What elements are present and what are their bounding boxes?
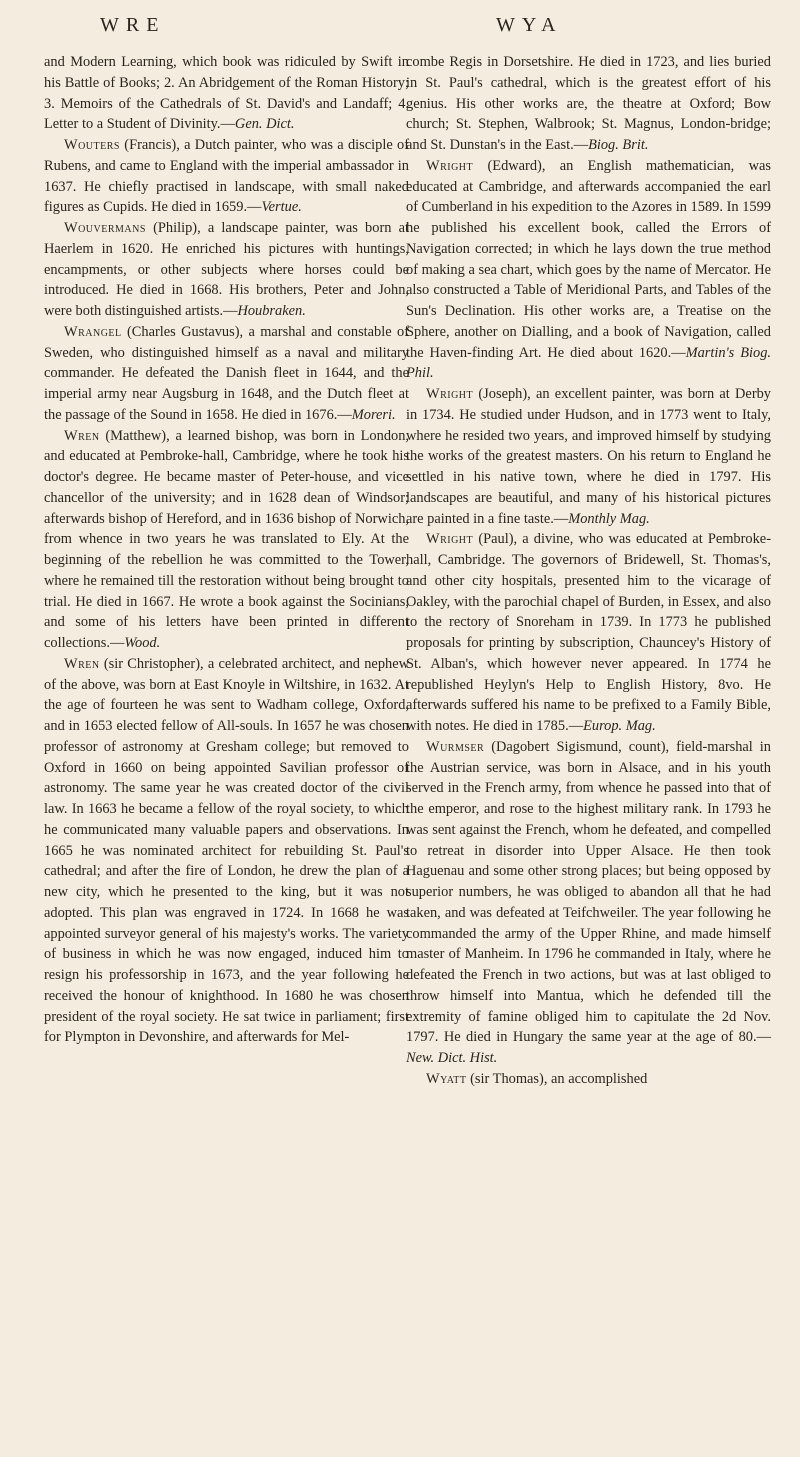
entry-source: Gen. Dict. <box>234 116 295 133</box>
entry-text: (sir Thomas), an accomplished <box>470 1070 648 1087</box>
entry-text: (Edward), an English mathematician, was educated at Cambridge, and afterwards accompanied the earl of Cumberland in his expedition to the Azores in 1589. In 1599 he published his excellent book, called the Errors of Navigation corrected; in which he lays down the true method of making a sea chart, which goes by the name of Mercator. He also constructed a Table of Meridional Parts, and Tables of the Sun's Declination. His other works are, a Treatise on the Sphere, another on Dialling, and a book of Navigation, called the Haven-finding Art. He died about 1620. <box>406 157 771 361</box>
entry-text: (Philip), a landscape painter, was born at Haerlem in 1620. He enriched his pictures with huntings, encampments, or other subjects where horses could be introduced. He died in 1668. His brothers, Peter and John, were both distinguished artists. <box>44 220 409 319</box>
entry-source: Martin's Biog. Phil. <box>406 344 771 382</box>
entry-source: Biog. Brit. <box>588 137 649 153</box>
right-column <box>406 52 771 1090</box>
dictionary-entry: Wright (Joseph), an excellent painter, was born at Derby in 1734. He studied under Hudson, and in 1773 went to Italy, where he resided two years, and improved himself by studying the works of the greatest masters. On his return to England he settled in his native town, where he died in 1797. His landscapes are beautiful, and many of his historical pictures are painted in a fine taste.—Monthly Mag. <box>406 386 771 527</box>
entry-name: Wrangel <box>64 323 122 340</box>
entry-name: Wren <box>64 655 100 672</box>
header-right: WYA <box>496 14 563 36</box>
dictionary-entry: Wurmser (Dagobert Sigismund, count), field-marshal in the Austrian service, was born in Alsace, and in his youth served in the French army, from whence he passed into that of the emperor, and rose to the highest military rank. In 1793 he was sent against the French, whom he defeated, and compelled to retreat in disorder into Upper Alsace. He then took Haguenau and some other strong places; but being opposed by superior numbers, he was obliged to abandon all that he had taken, and was defeated at Teifchweiler. The year following he commanded the army of the Upper Rhine, and made himself master of Manheim. In 1796 he commanded in Italy, where he defeated the French in two actions, but was at last obliged to throw himself into Mantua, which he defended till the extremity of famine obliged him to capitulate the 2d Nov. 1797. He died in Hungary the same year at the age of 80.—New. Dict. Hist. <box>406 738 771 1066</box>
entry-text: (Matthew), a learned bishop, was born in London, and educated at Pembroke-hall, Cambridge, where he took his doctor's degree. He became master of Peter-house, and vice chancellor of the university; and in 1628 dean of Windsor; afterwards bishop of Hereford, and in 1636 bishop of Norwich, from whence in two years he was translated to Ely. At the beginning of the rebellion he was committed to the Tower, where he remained till the restoration without being brought to trial. He died in 1667. He wrote a book against the Socinians, and some of his letters have been printed in different collections. <box>44 427 409 651</box>
dictionary-entry <box>406 1069 771 1090</box>
dictionary-entry <box>44 654 409 1048</box>
dictionary-entry: and Modern Learning, which book was ridiculed by Swift in his Battle of Books; 2. An Abridgement of the Roman History; 3. Memoirs of the Cathedrals of St. David's and Landaff; 4. Letter to a Student of Divinity.—Gen. Dict. <box>44 54 409 133</box>
dictionary-entry: Wright (Edward), an English mathematician, was educated at Cambridge, and afterwards accompanied the earl of Cumberland in his expedition to the Azores in 1589. In 1599 he published his excellent book, called the Errors of Navigation corrected; in which he lays down the true method of making a sea chart, which goes by the name of Mercator. He also constructed a Table of Meridional Parts, and Tables of the Sun's Declination. His other works are, a Treatise on the Sphere, another on Dialling, and a book of Navigation, called the Haven-finding Art. He died about 1620.—Martin's Biog. Phil. <box>406 157 771 382</box>
dictionary-entry: Wouters (Francis), a Dutch painter, who was a disciple of Rubens, and came to England with the imperial ambassador in 1637. He chiefly practised in landscape, with small naked figures as Cupids. He died in 1659.—Vertue. <box>44 137 409 216</box>
entry-text: (Francis), a Dutch painter, who was a disciple of Rubens, and came to England with the imperial ambassador in 1637. He chiefly practised in landscape, with small naked figures as Cupids. He died in 1659. <box>44 137 409 216</box>
entry-name: Wurmser <box>426 738 485 755</box>
entry-source: Vertue. <box>261 199 302 216</box>
dictionary-entry: Wright (Paul), a divine, who was educated at Pembroke-hall, Cambridge. The governors of Bridewell, St. Thomas's, and other city hospitals, presented him to the vicarage of Oakley, with the parochial chapel of Burden, in Essex, and also to the rectory of Snoreham in 1739. In 1773 he published proposals for printing by subscription, Chauncey's History of St. Alban's, which however never appeared. In 1774 he republished Heylyn's Help to English History, 8vo. He afterwards suffered his name to be prefixed to a Family Bible, with notes. He died in 1785.—Europ. Mag. <box>406 531 771 734</box>
entry-text: (Joseph), an excellent painter, was born at Derby in 1734. He studied under Hudson, and in 1773 went to Italy, where he resided two years, and improved himself by studying the works of the greatest masters. On his return to England he settled in his native town, where he died in 1797. His landscapes are beautiful, and many of his historical pictures are painted in a fine taste. <box>406 386 771 527</box>
entry-name: Wouvermans <box>64 220 146 236</box>
header-left: WRE <box>100 14 166 36</box>
entry-text: and Modern Learning, which book was ridiculed by Swift in his Battle of Books; 2. An Abridgement of the Roman History; 3. Memoirs of the Cathedrals of St. David's and Landaff; 4. Letter to a Student of Divinity. <box>44 54 409 133</box>
entry-source: Europ. Mag. <box>583 718 656 734</box>
entry-name: Wright <box>426 157 474 174</box>
entry-name: Wright <box>426 531 474 548</box>
entry-source: New. Dict. Hist. <box>406 1050 498 1066</box>
entry-name: Wouters <box>64 137 120 153</box>
dictionary-entry: Wouvermans (Philip), a landscape painter, was born at Haerlem in 1620. He enriched his pictures with huntings, encampments, or other subjects where horses could be introduced. He died in 1668. His brothers, Peter and John, were both distinguished artists.—Houbraken. <box>44 220 409 319</box>
left-column <box>44 52 409 1048</box>
entry-name: Wright <box>426 386 474 402</box>
dictionary-entry: Wren (Matthew), a learned bishop, was born in London, and educated at Pembroke-hall, Cambridge, where he took his doctor's degree. He became master of Peter-house, and vice chancellor of the university; and in 1628 dean of Windsor; afterwards bishop of Hereford, and in 1636 bishop of Norwich, from whence in two years he was translated to Ely. At the beginning of the rebellion he was committed to the Tower, where he remained till the restoration without being brought to trial. He died in 1667. He wrote a book against the Socinians, and some of his letters have been printed in different collections.—Wood. <box>44 427 409 651</box>
entry-text: (Paul), a divine, who was educated at Pembroke-hall, Cambridge. The governors of Bridewell, St. Thomas's, and other city hospitals, presented him to the vicarage of Oakley, with the parochial chapel of Burden, in Essex, and also to the rectory of Snoreham in 1739. In 1773 he published proposals for printing by subscription, Chauncey's History of St. Alban's, which however never appeared. In 1774 he republished Heylyn's Help to English History, 8vo. He afterwards suffered his name to be prefixed to a Family Bible, with notes. He died in 1785. <box>406 531 771 734</box>
entry-text: (sir Christopher), a celebrated architect, and nephew of the above, was born at East Knoyle in Wiltshire, in 1632. At the age of fourteen he was sent to Wadham college, Oxford, and in 1653 elected fellow of All-souls. In 1657 he was chosen professor of astronomy at Gresham college; but removed to Oxford in 1660 on being appointed Savilian professor of astronomy. The same year he was created doctor of the civil law. In 1663 he became a fellow of the royal society, to which he communicated many valuable papers and observations. In 1665 he was nominated architect for rebuilding St. Paul's cathedral; and after the fire of London, he drew the plan of a new city, which he presented to the king, but it was not adopted. This plan was engraved in 1724. In 1668 he was appointed surveyor general of his majesty's works. The variety of business in which he was now engaged, induced him to resign his professorship in 1673, and the year following he received the honour of knighthood. In 1680 he was chosen president of the royal society. He sat twice in parliament; first for Plympton in Devonshire, and afterwards for Mel- <box>44 655 409 1046</box>
entry-source: Monthly Mag. <box>568 510 650 527</box>
entry-source: Houbraken. <box>237 303 306 319</box>
entry-text: (Charles Gustavus), a marshal and constable of Sweden, who distinguished himself as a naval and military commander. He defeated the Danish fleet in 1644, and the imperial army near Augsburg in 1648, and the Dutch fleet at the passage of the Sound in 1658. He died in 1676. <box>44 323 409 423</box>
dictionary-entry: Wrangel (Charles Gustavus), a marshal and constable of Sweden, who distinguished himself as a naval and military commander. He defeated the Danish fleet in 1644, and the imperial army near Augsburg in 1648, and the Dutch fleet at the passage of the Sound in 1658. He died in 1676.—Moreri. <box>44 323 409 423</box>
entry-name: Wyatt <box>426 1070 467 1087</box>
entry-text: combe Regis in Dorsetshire. He died in 1723, and lies buried in St. Paul's cathedral, which is the greatest effort of his genius. His other works are, the theatre at Oxford; Bow church; St. Stephen, Walbrook; St. Magnus, London-bridge; and St. Dunstan's in the East. <box>406 54 771 153</box>
dictionary-entry: combe Regis in Dorsetshire. He died in 1723, and lies buried in St. Paul's cathedral, which is the greatest effort of his genius. His other works are, the theatre at Oxford; Bow church; St. Stephen, Walbrook; St. Magnus, London-bridge; and St. Dunstan's in the East.—Biog. Brit. <box>406 54 771 153</box>
entry-source: Wood. <box>124 635 161 651</box>
entry-name: Wren <box>64 427 100 444</box>
entry-text: (Dagobert Sigismund, count), field-marshal in the Austrian service, was born in Alsace, and in his youth served in the French army, from whence he passed into that of the emperor, and rose to the highest military rank. In 1793 he was sent against the French, whom he defeated, and compelled to retreat in disorder into Upper Alsace. He then took Haguenau and some other strong places; but being opposed by superior numbers, he was obliged to abandon all that he had taken, and was defeated at Teifchweiler. The year following he commanded the army of the Upper Rhine, and made himself master of Manheim. In 1796 he commanded in Italy, where he defeated the French in two actions, but was at last obliged to throw himself into Mantua, which he defended till the extremity of famine obliged him to capitulate the 2d Nov. 1797. He died in Hungary the same year at the age of 80. <box>406 738 771 1046</box>
entry-source: Moreri. <box>351 406 396 423</box>
running-header <box>0 6 800 40</box>
